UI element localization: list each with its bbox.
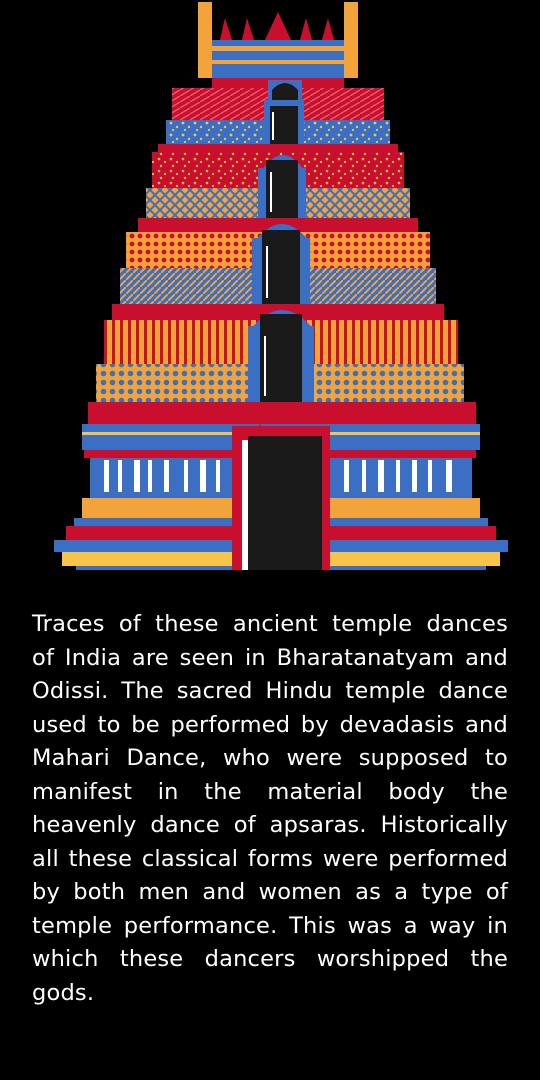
article-paragraph: Traces of these ancient temple dances of India are seen in Bharatanatyam and Odissi. The sacred Hindu temple dance used to be performed by devadasis and Mahari Dance, who were supposed to manifest in the material body the heavenly dance of apsaras. Historically all these classical forms were performed by both men and women as a type of temple performance. This was a way in which these dancers worshipped the gods. xyxy=(32,611,508,1006)
temple-doorway xyxy=(232,424,330,570)
temple-top xyxy=(198,2,358,88)
